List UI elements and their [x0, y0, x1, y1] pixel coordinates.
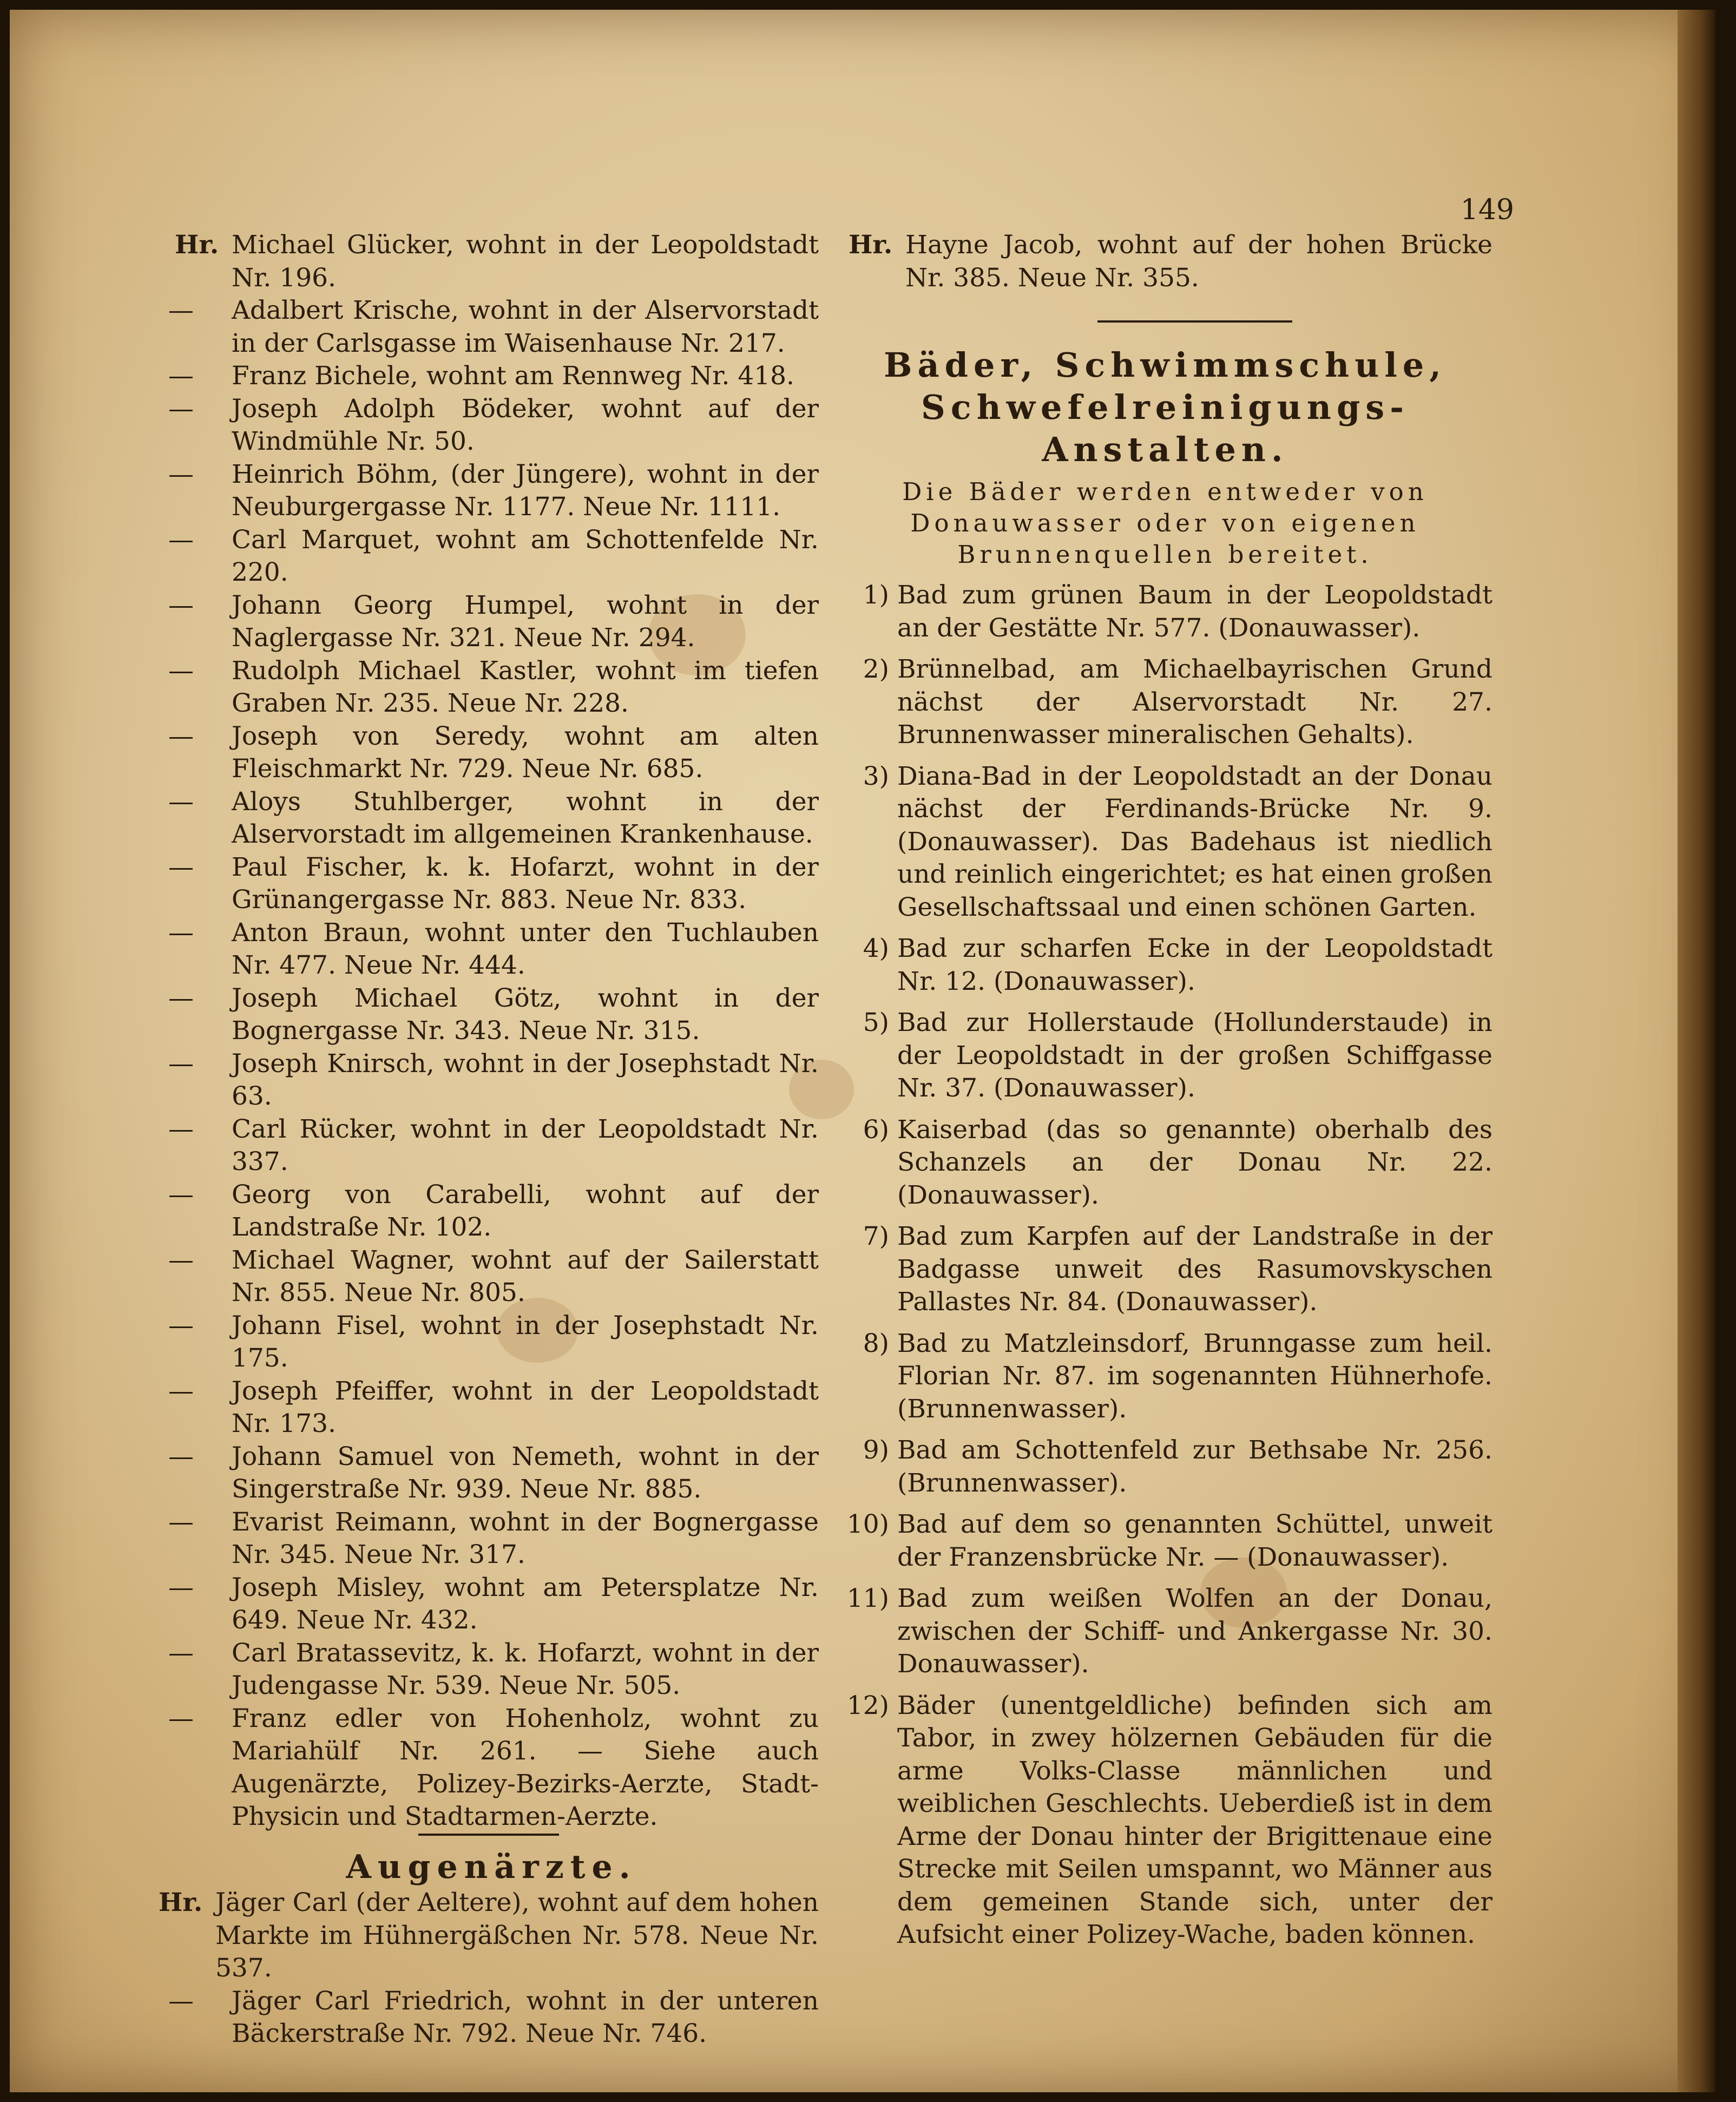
entry-prefix: — — [168, 917, 194, 948]
list-item — [164, 786, 819, 851]
entry-prefix: — — [168, 1703, 194, 1733]
item-text: Kaiserbad (das so genannte) oberhalb des Schanzels an der Donau Nr. 22. (Donauwasser). — [897, 1114, 1492, 1210]
entry-text: Jäger Carl (der Aeltere), wohnt auf dem hohen Markte im Hühnergäßchen Nr. 578. Neue Nr. 537. — [215, 1888, 819, 1983]
entry-prefix: — — [168, 361, 194, 391]
entry-text: Carl Rücker, wohnt in der Leopoldstadt Nr. 337. — [232, 1114, 819, 1177]
entry-prefix: — — [168, 1507, 194, 1537]
item-number: 6) — [863, 1114, 889, 1145]
entry-prefix: — — [168, 983, 194, 1013]
entry-prefix: — — [168, 524, 194, 555]
list-item — [838, 1328, 1492, 1426]
item-text: Bad zum grünen Baum in der Leopoldstadt an der Gestätte Nr. 577. (Donauwasser). — [897, 580, 1492, 643]
entry-prefix: — — [168, 1376, 194, 1406]
section-title: Augenärzte. — [346, 1848, 637, 1886]
entry-prefix: — — [168, 393, 194, 424]
right-column — [838, 229, 1492, 1960]
list-item — [164, 851, 819, 917]
entry-text: Heinrich Böhm, (der Jüngere), wohnt in der Neuburgergasse Nr. 1177. Neue Nr. 1111. — [232, 459, 819, 522]
item-text: Brünnelbad, am Michaelbayrischen Grund nächst der Alservorstadt Nr. 27. Brunnenwasser mineralischen Gehalts). — [897, 654, 1492, 750]
entry-prefix: — — [168, 1572, 194, 1602]
item-number: 10) — [846, 1509, 889, 1539]
item-text: Bad zur scharfen Ecke in der Leopoldstadt Nr. 12. (Donauwasser). — [897, 934, 1492, 996]
list-item — [164, 1572, 819, 1637]
entry-text: Johann Samuel von Nemeth, wohnt in der Singerstraße Nr. 939. Neue Nr. 885. — [232, 1441, 819, 1504]
entry-text: Adalbert Krische, wohnt in der Alservorstadt in der Carlsgasse im Waisenhause Nr. 217. — [232, 295, 819, 358]
list-item — [838, 1114, 1492, 1212]
book-spine — [1678, 10, 1715, 2092]
list-item — [164, 655, 819, 720]
entry-text: Joseph Pfeiffer, wohnt in der Leopoldstadt Nr. 173. — [232, 1376, 819, 1438]
entry-prefix: Hr. — [849, 230, 893, 260]
entry-text: Johann Georg Humpel, wohnt in der Naglergasse Nr. 321. Neue Nr. 294. — [232, 590, 819, 653]
entry-text: Hayne Jacob, wohnt auf der hohen Brücke Nr. 385. Neue Nr. 355. — [905, 230, 1492, 293]
list-item — [164, 1637, 819, 1703]
entry-prefix: Hr. — [159, 1888, 203, 1917]
list-item — [838, 760, 1492, 924]
entry-prefix: — — [168, 1114, 194, 1144]
entry-text: Joseph Misley, wohnt am Petersplatze Nr. 649. Neue Nr. 432. — [232, 1572, 819, 1635]
list-item — [164, 1113, 819, 1179]
entry-text: Johann Fisel, wohnt in der Josephstadt Nr. 175. — [232, 1310, 819, 1373]
item-text: Bad am Schottenfeld zur Bethsabe Nr. 256. (Brunnenwasser). — [897, 1435, 1492, 1498]
entry-prefix: — — [168, 1310, 194, 1341]
entry-text: Aloys Stuhlberger, wohnt in der Alservorstadt im allgemeinen Krankenhause. — [232, 786, 819, 849]
section-heading: Bäder, Schwimmschule, Schwefelreinigungs-Anstalten. — [884, 345, 1446, 469]
item-number: 8) — [863, 1328, 889, 1358]
item-text: Bad zum weißen Wolfen an der Donau, zwischen der Schiff- und Ankergasse Nr. 30. Donauwasser). — [897, 1584, 1492, 1679]
list-item — [164, 982, 819, 1048]
item-number: 9) — [863, 1435, 889, 1465]
section-intro: Die Bäder werden entweder von Donauwasser oder von eigenen Brunnenquellen bereitet. — [902, 477, 1428, 569]
list-item — [164, 1310, 819, 1375]
entry-text: Joseph von Seredy, wohnt am alten Fleischmarkt Nr. 729. Neue Nr. 685. — [232, 721, 819, 784]
entry-prefix: — — [168, 459, 194, 489]
entry-text: Michael Glücker, wohnt in der Leopoldstadt Nr. 196. — [232, 230, 819, 293]
list-item — [164, 393, 819, 458]
list-item — [164, 1179, 819, 1244]
entry-prefix: — — [168, 1441, 194, 1472]
item-number: 1) — [863, 580, 889, 610]
entry-prefix: — — [168, 786, 194, 817]
list-item — [164, 524, 819, 589]
entry-text: Carl Marquet, wohnt am Schottenfelde Nr. 220. — [232, 524, 819, 587]
entry-prefix: — — [168, 590, 194, 620]
entry-prefix: — — [168, 655, 194, 686]
list-item — [164, 589, 819, 655]
list-item — [164, 1506, 819, 1572]
list-item — [164, 1985, 819, 2051]
entry-text: Joseph Michael Götz, wohnt in der Bognergasse Nr. 343. Neue Nr. 315. — [232, 983, 819, 1046]
item-number: 3) — [863, 761, 889, 791]
page-number: 149 — [1460, 194, 1514, 226]
entry-prefix: Hr. — [175, 230, 219, 260]
item-number: 7) — [863, 1221, 889, 1251]
item-text: Bad auf dem so genannten Schüttel, unweit der Franzensbrücke Nr. — (Donauwasser). — [897, 1509, 1492, 1572]
list-item — [164, 917, 819, 982]
entry-prefix: — — [168, 1638, 194, 1668]
list-item — [838, 653, 1492, 752]
entry-prefix: — — [168, 852, 194, 882]
item-number: 11) — [846, 1584, 889, 1613]
list-item — [164, 1375, 819, 1441]
item-number: 5) — [863, 1008, 889, 1037]
section-divider — [1097, 320, 1292, 323]
section-divider — [418, 1834, 559, 1836]
entry-text: Rudolph Michael Kastler, wohnt im tiefen Graben Nr. 235. Neue Nr. 228. — [232, 655, 819, 718]
entry-prefix: — — [168, 1179, 194, 1210]
list-item — [164, 294, 819, 360]
list-item — [838, 1508, 1492, 1574]
item-number: 4) — [863, 934, 889, 963]
list-item — [838, 1007, 1492, 1105]
list-item — [159, 1887, 819, 1985]
entry-text: Paul Fischer, k. k. Hofarzt, wohnt in der Grünangergasse Nr. 883. Neue Nr. 833. — [232, 852, 819, 915]
entry-text: Carl Bratassevitz, k. k. Hofarzt, wohnt in der Judengasse Nr. 539. Neue Nr. 505. — [232, 1638, 819, 1700]
list-item — [164, 1048, 819, 1113]
list-item — [164, 360, 819, 393]
entry-prefix: — — [168, 1245, 194, 1275]
list-item — [164, 458, 819, 524]
item-number: 2) — [863, 654, 889, 684]
entry-prefix: — — [168, 295, 194, 325]
list-item — [838, 579, 1492, 645]
item-text: Bäder (unentgeldliche) befinden sich am Tabor, in zwey hölzernen Gebäuden für die arme Volks-Classe männlichen und weiblichen Geschlechts. Ueberdieß ist in dem Arme der Donau hinter der Brigittenaue eine Strecke mit Seilen umspannt, wo Männer aus dem gemeinen Stande sich, unter der Aufsicht einer Polizey-Wache, baden können. — [897, 1690, 1492, 1949]
list-item — [838, 229, 1492, 294]
list-item — [838, 1220, 1492, 1319]
entry-text: Franz Bichele, wohnt am Rennweg Nr. 418. — [232, 361, 794, 391]
entry-text: Anton Braun, wohnt unter den Tuchlauben Nr. 477. Neue Nr. 444. — [232, 917, 819, 980]
list-item — [838, 932, 1492, 998]
book-page — [10, 10, 1715, 2092]
list-item — [164, 720, 819, 786]
entry-text: Jäger Carl Friedrich, wohnt in der unteren Bäckerstraße Nr. 792. Neue Nr. 746. — [232, 1986, 819, 2048]
entry-text: Joseph Knirsch, wohnt in der Josephstadt Nr. 63. — [232, 1048, 819, 1111]
item-text: Diana-Bad in der Leopoldstadt an der Donau nächst der Ferdinands-Brücke Nr. 9. (Donauwasser). Das Badehaus ist niedlich und reinlich eingerichtet; es hat einen großen Gesellschaftssaal und einen schönen Garten. — [897, 761, 1492, 922]
item-text: Bad zum Karpfen auf der Landstraße in der Badgasse unweit des Rasumovskyschen Pallastes Nr. 84. (Donauwasser). — [897, 1221, 1492, 1317]
left-column — [159, 229, 819, 2051]
list-item — [164, 1244, 819, 1310]
entry-text: Evarist Reimann, wohnt in der Bognergasse Nr. 345. Neue Nr. 317. — [232, 1507, 819, 1569]
list-item — [164, 229, 819, 294]
list-item — [164, 1703, 819, 1834]
list-item — [838, 1582, 1492, 1681]
item-text: Bad zur Hollerstaude (Hollunderstaude) in der Leopoldstadt in der großen Schiffgasse Nr. 37. (Donauwasser). — [897, 1008, 1492, 1103]
entry-prefix: — — [168, 1048, 194, 1079]
entry-prefix: — — [168, 721, 194, 751]
list-item — [838, 1434, 1492, 1500]
entry-prefix: — — [168, 1986, 194, 2016]
entry-text: Franz edler von Hohenholz, wohnt zu Mariahülf Nr. 261. — Siehe auch Augenärzte, Polizey-Bezirks-Aerzte, Stadt-Physicin und Stadtarmen-Aerzte. — [232, 1703, 819, 1831]
item-text: Bad zu Matzleinsdorf, Brunngasse zum heil. Florian Nr. 87. im sogenannten Hühnerhofe. (Brunnenwasser). — [897, 1328, 1492, 1424]
entry-text: Joseph Adolph Bödeker, wohnt auf der Windmühle Nr. 50. — [232, 393, 819, 456]
list-item — [838, 1690, 1492, 1952]
list-item — [164, 1441, 819, 1506]
entry-text: Michael Wagner, wohnt auf der Sailerstatt Nr. 855. Neue Nr. 805. — [232, 1245, 819, 1308]
item-number: 12) — [846, 1690, 889, 1720]
entry-text: Georg von Carabelli, wohnt auf der Landstraße Nr. 102. — [232, 1179, 819, 1242]
